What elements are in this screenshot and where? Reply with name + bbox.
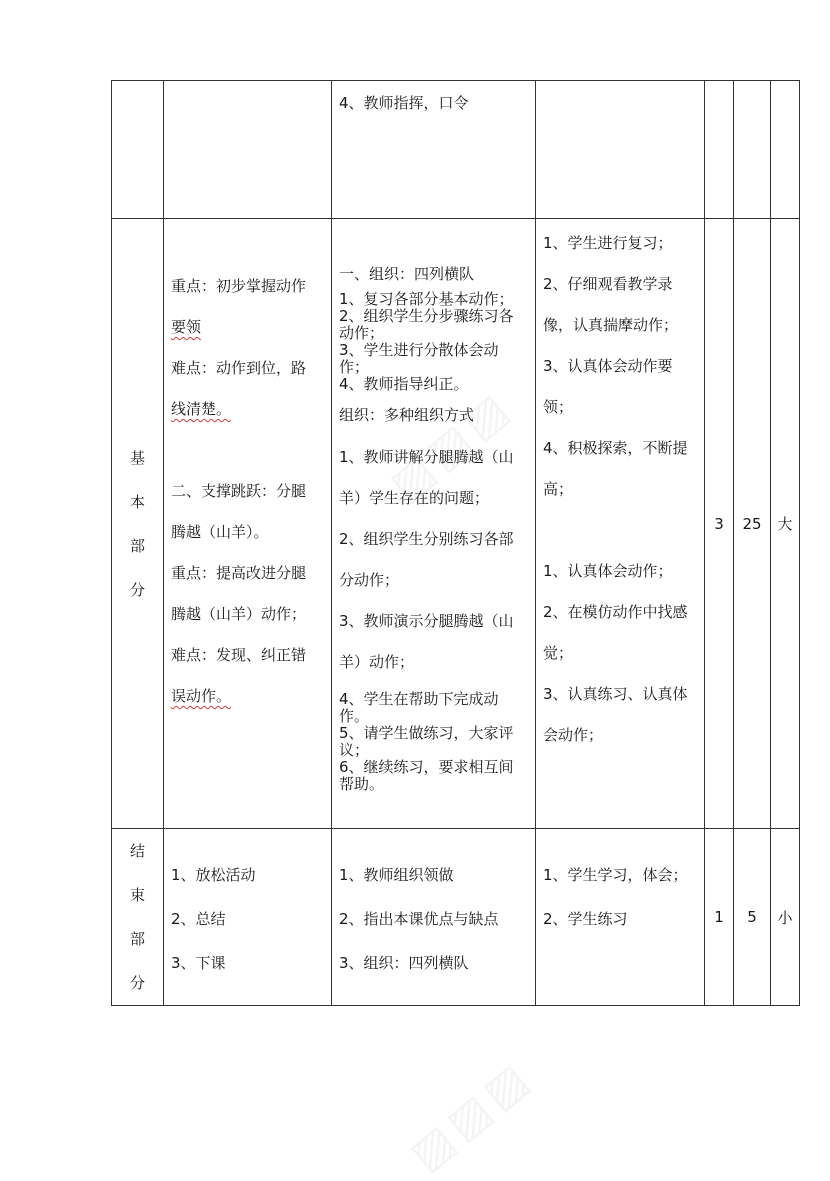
teacher-line: 3、组织：四列横队 (339, 954, 469, 972)
student-line: 3、认真练习、认真体 (543, 685, 688, 703)
teacher-line: 2、指出本课优点与缺点 (339, 910, 499, 928)
section-cell (112, 81, 164, 219)
student-line: 高； (543, 480, 574, 498)
content-line: 重点：初步掌握动作 (171, 277, 307, 295)
content-line: 2、总结 (171, 910, 226, 928)
teacher-line: 分动作； (339, 571, 400, 589)
student-line: 3、认真体会动作要 (543, 357, 673, 375)
intensity-cell (771, 81, 800, 219)
teacher-cell (332, 219, 536, 829)
teacher-cell (332, 81, 536, 219)
student-line: 1、学生学习，体会； (543, 866, 688, 884)
teacher-line: 羊）学生存在的问题； (339, 489, 490, 507)
content-line: 二、支撑跳跃：分腿 (171, 482, 307, 500)
student-line: 2、学生练习 (543, 910, 628, 928)
teacher-line: 羊）动作； (339, 653, 415, 671)
content-cell (164, 219, 332, 829)
content-line: 腾越（山羊）。 (171, 523, 269, 541)
teacher-line: 6、继续练习，要求相互间 (339, 758, 514, 776)
content-line: 难点：动作到位，路 (171, 359, 307, 377)
teacher-line: 议； (339, 741, 370, 759)
lesson-plan-table (111, 80, 800, 1006)
student-line: 会动作； (543, 726, 604, 744)
student-line: 4、积极探索，不断提 (543, 439, 688, 457)
teacher-line: 4、学生在帮助下完成动 (339, 690, 499, 708)
section-title-basic: 基 本 部 分 (112, 219, 164, 829)
student-line: 像，认真揣摩动作； (543, 316, 679, 334)
table-row (112, 81, 800, 219)
teacher-line: 一、组织：四列横队 (339, 265, 475, 283)
minutes-cell (734, 81, 771, 219)
teacher-line: 1、教师讲解分腿腾越（山 (339, 448, 514, 466)
intensity-cell: 小 (771, 829, 800, 1006)
watermark (400, 1050, 542, 1181)
intensity-cell: 大 (771, 219, 800, 829)
student-line: 觉； (543, 644, 574, 662)
count-cell: 1 (705, 829, 734, 1006)
teacher-line: 4、教师指挥，口令 (339, 94, 469, 112)
teacher-line: 1、教师组织领做 (339, 866, 454, 884)
student-cell (536, 829, 705, 1006)
student-line: 2、在模仿动作中找感 (543, 603, 688, 621)
table-row (112, 219, 800, 829)
teacher-cell (332, 829, 536, 1006)
student-line: 2、仔细观看教学录 (543, 275, 673, 293)
minutes-cell: 5 (734, 829, 771, 1006)
content-line: 重点：提高改进分腿 (171, 564, 307, 582)
student-line: 1、学生进行复习； (543, 234, 673, 252)
content-line: 线清楚。 (171, 400, 232, 418)
teacher-line: 作； (339, 358, 370, 376)
content-cell (164, 81, 332, 219)
content-line: 1、放松活动 (171, 866, 256, 884)
content-line: 3、下课 (171, 954, 226, 972)
table-row (112, 829, 800, 1006)
student-cell (536, 219, 705, 829)
teacher-line: 3、教师演示分腿腾越（山 (339, 612, 514, 630)
minutes-cell: 25 (734, 219, 771, 829)
content-cell (164, 829, 332, 1006)
count-cell (705, 81, 734, 219)
teacher-line: 2、组织学生分别练习各部 (339, 530, 514, 548)
content-line: 误动作。 (171, 687, 232, 705)
section-title-ending: 结 束 部 分 (112, 829, 164, 1006)
content-line: 要领 (171, 318, 202, 336)
teacher-line: 动作； (339, 324, 385, 342)
teacher-line: 组织：多种组织方式 (339, 406, 475, 424)
student-line: 1、认真体会动作； (543, 562, 673, 580)
student-cell (536, 81, 705, 219)
content-line: 难点：发现、纠正错 (171, 646, 307, 664)
teacher-line: 3、学生进行分散体会动 (339, 341, 499, 359)
teacher-line: 作。 (339, 707, 370, 725)
teacher-line: 4、教师指导纠正。 (339, 375, 469, 393)
content-line: 腾越（山羊）动作； (171, 605, 307, 623)
count-cell: 3 (705, 219, 734, 829)
teacher-line: 2、组织学生分步骤练习各 (339, 307, 514, 325)
student-line: 领； (543, 398, 574, 416)
teacher-line: 5、请学生做练习，大家评 (339, 724, 514, 742)
teacher-line: 1、复习各部分基本动作； (339, 290, 514, 308)
teacher-line: 帮助。 (339, 775, 385, 793)
